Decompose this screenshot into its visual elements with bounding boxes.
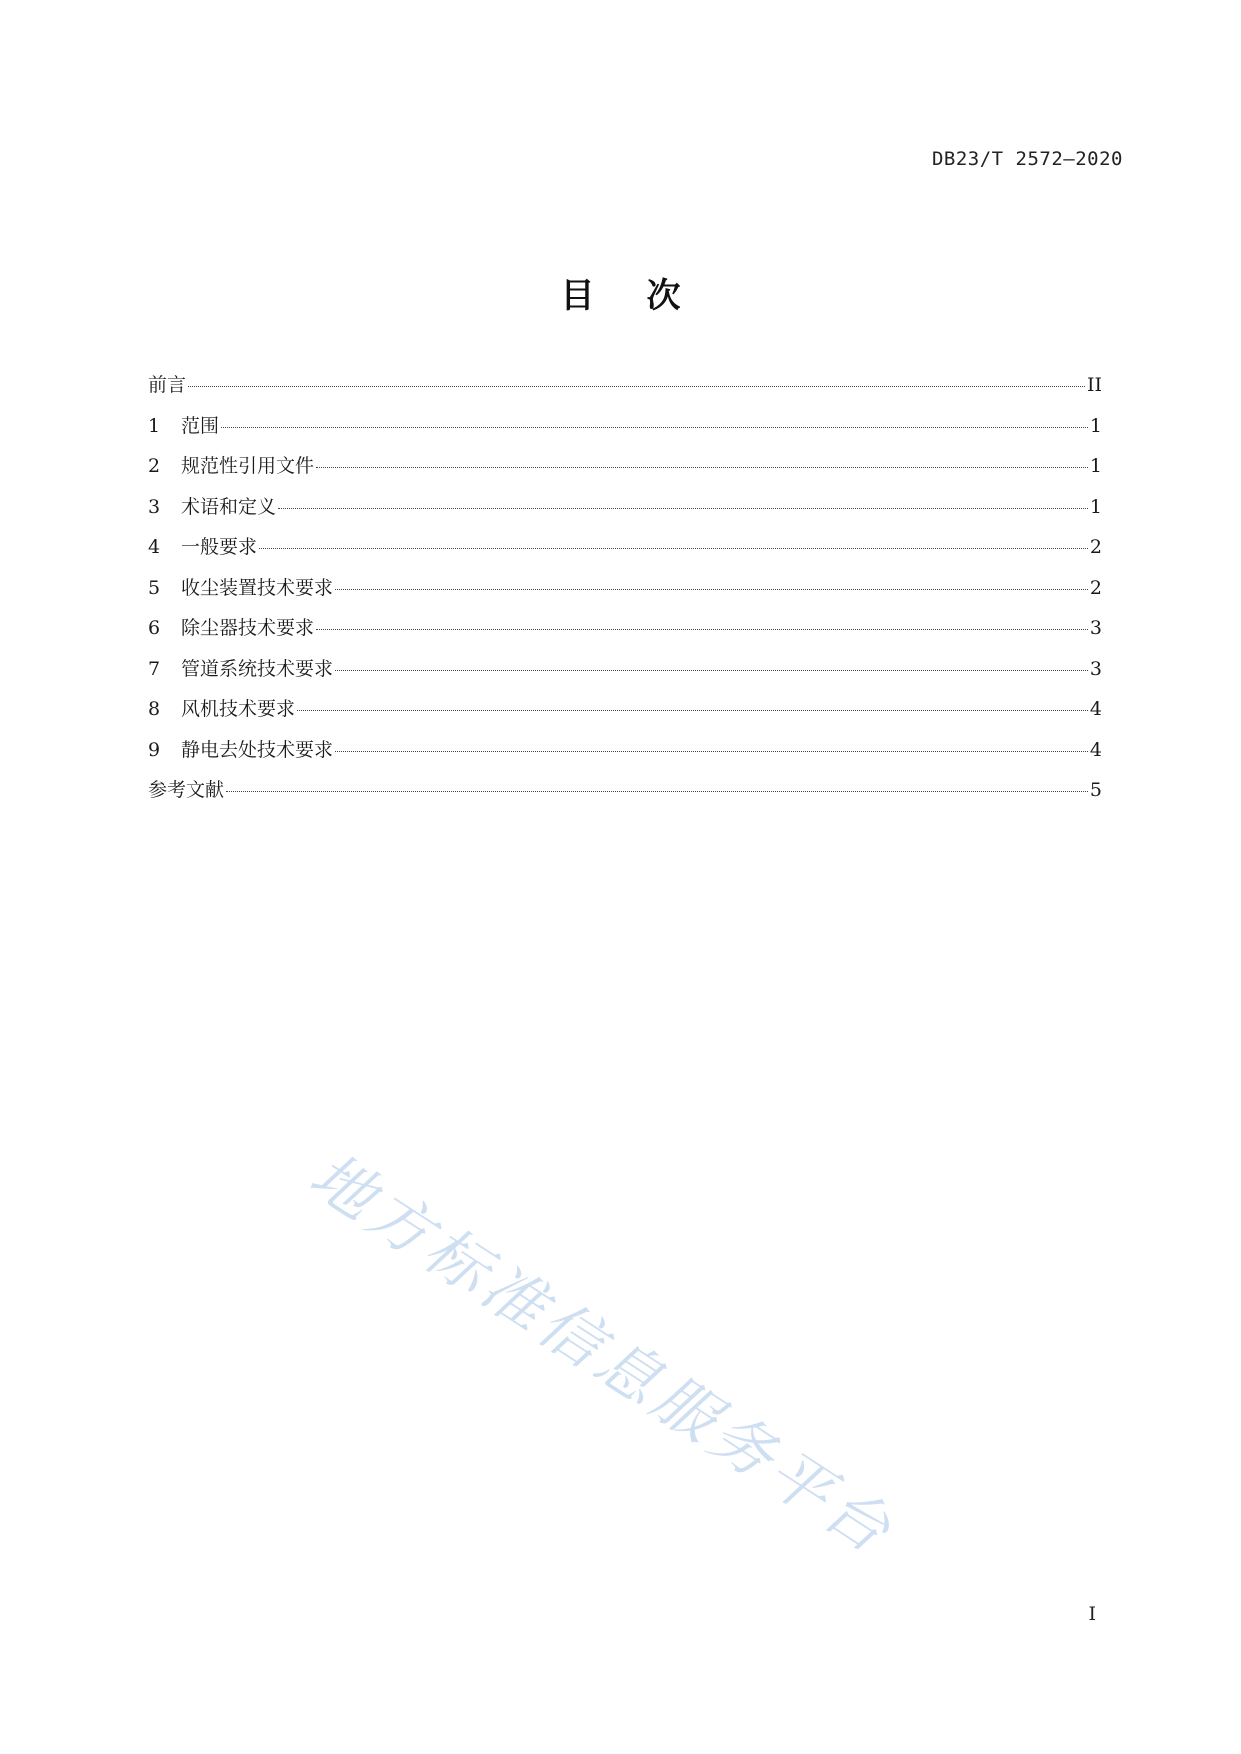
toc-entry-label: 收尘装置技术要求 — [181, 576, 334, 599]
toc-entry-number: 4 — [148, 536, 161, 558]
toc-entry-page: 2 — [1089, 536, 1102, 558]
toc-entry-page: 3 — [1089, 657, 1102, 680]
dot-leader — [297, 710, 1088, 711]
toc-entry-page: 1 — [1089, 455, 1102, 477]
toc-entry-general-requirements[interactable] — [148, 532, 1102, 573]
page-title: 目次 — [560, 276, 733, 316]
toc-entry-label: 前言 — [148, 374, 187, 396]
toc-entry-label: 范围 — [181, 414, 220, 437]
toc-entry-label: 风机技术要求 — [181, 698, 296, 720]
document-code: DB23/T 2572—2020 — [931, 148, 1123, 170]
toc-entry-number: 1 — [148, 414, 161, 437]
toc-entry-page: 1 — [1089, 495, 1102, 518]
dot-leader — [335, 589, 1088, 590]
toc-entry-label: 规范性引用文件 — [181, 455, 315, 477]
toc-entry-bibliography[interactable] — [148, 775, 1102, 816]
toc-entry-page: 4 — [1089, 738, 1102, 761]
toc-entry-pipeline-system[interactable] — [148, 654, 1102, 695]
page-number: I — [1088, 1603, 1096, 1625]
toc-entry-normative-references[interactable] — [148, 451, 1102, 492]
toc-entry-page: 1 — [1089, 414, 1102, 437]
toc-entry-number: 2 — [148, 455, 161, 477]
toc-entry-number: 3 — [148, 495, 161, 518]
toc-entry-label: 静电去处技术要求 — [181, 738, 334, 761]
toc-entry-number: 5 — [148, 576, 161, 599]
dot-leader — [259, 548, 1088, 549]
dot-leader — [188, 386, 1085, 387]
toc-entry-dust-collection-device[interactable] — [148, 573, 1102, 614]
watermark: 地方标准信息服务平台 — [297, 1138, 908, 1570]
toc-entry-fan[interactable] — [148, 694, 1102, 735]
toc-entry-scope[interactable] — [148, 411, 1102, 452]
dot-leader — [226, 791, 1088, 792]
toc-entry-label: 参考文献 — [148, 779, 225, 801]
toc-entry-number: 6 — [148, 617, 161, 639]
toc-entry-terms-definitions[interactable] — [148, 492, 1102, 533]
toc-entry-number: 9 — [148, 738, 161, 761]
dot-leader — [278, 508, 1088, 509]
toc-entry-label: 一般要求 — [181, 536, 258, 558]
dot-leader — [221, 427, 1088, 428]
toc-entry-page: 4 — [1089, 698, 1102, 720]
table-of-contents — [148, 370, 1102, 816]
toc-entry-foreword[interactable] — [148, 370, 1102, 411]
dot-leader — [316, 467, 1088, 468]
toc-entry-page: II — [1086, 374, 1102, 396]
toc-entry-dust-remover[interactable] — [148, 613, 1102, 654]
dot-leader — [335, 751, 1088, 752]
toc-entry-label: 管道系统技术要求 — [181, 657, 334, 680]
toc-entry-page: 3 — [1089, 617, 1102, 639]
dot-leader — [316, 629, 1088, 630]
toc-entry-label: 除尘器技术要求 — [181, 617, 315, 639]
toc-entry-number: 7 — [148, 657, 161, 680]
toc-entry-page: 5 — [1089, 779, 1102, 801]
toc-entry-number: 8 — [148, 698, 161, 720]
dot-leader — [335, 670, 1088, 671]
toc-entry-label: 术语和定义 — [181, 495, 277, 518]
toc-entry-page: 2 — [1089, 576, 1102, 599]
toc-entry-static-removal[interactable] — [148, 735, 1102, 776]
